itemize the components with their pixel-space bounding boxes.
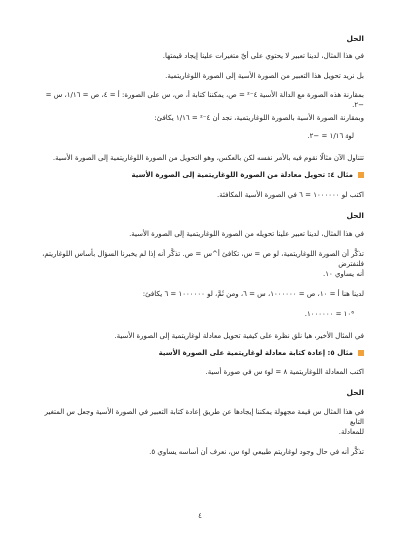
paragraph: في هذا المثال، لدينا تعبير علينا تحويله من الصورة اللوغاريتمية إلى الصورة الأسية. — [129, 230, 364, 238]
paragraph: لدينا هنا أ = ١٠، ص = ١٠٠٠٠٠٠، س = ٦، ومن ثَمَّ، لو ١٠٠٠٠٠٠ = ٦ يكافئ: — [142, 290, 364, 298]
math-line: ١٠⁶ = ١٠٠٠٠٠٠. — [304, 310, 354, 318]
solution-heading-1: الحل — [346, 34, 364, 43]
paragraph: للمعادلة. — [338, 428, 364, 436]
paragraph: أنه يساوي ١٠. — [322, 270, 364, 278]
example-title-text: مثال ٤: تحويل معادلة من الصورة اللوغاريتمية إلى الصورة الأسية — [131, 171, 353, 179]
square-bullet-icon — [358, 350, 364, 356]
paragraph: وبمقارنة الصورة الأسية بالصورة اللوغاريتمية، نجد أن ٤⁻² = ١/١٦ يكافئ: — [154, 114, 364, 122]
paragraph: تذكَّر أنه في حال وجود لوغاريتم طبيعي لو₆ س، نعرف أن أساسه يساوي ٥. — [149, 448, 364, 456]
example-5-title — [34, 349, 364, 357]
paragraph: في المثال الأخير، هيا نلق نظرة على كيفية تحويل معادلة لوغاريتمية إلى الصورة الأسية. — [114, 332, 364, 340]
math-line: لو₄ ١/١٦ = −٢. — [307, 132, 354, 140]
paragraph: في هذا المثال، لدينا تعبير لا يحتوي على أيّ متغيرات علينا إيجاد قيمتها. — [162, 52, 364, 60]
paragraph: تتناول الآن مثالًا نقوم فيه بالأمر نفسه لكن بالعكس، وهو التحويل من الصورة اللوغاريتمية إلى الصورة الأسية. — [52, 154, 364, 162]
paragraph: تذكَّر أن الصورة اللوغاريتمية، لو ص = س، تكافئ أ^س = ص. تذكَّر أنه إذا لم يخبرنا السؤال بأساس اللوغاريتم، فلنفترض — [42, 250, 364, 268]
paragraph: اكتب لو ١٠٠٠٠٠٠ = ٦ في الصورة الأسية المكافئة. — [216, 191, 364, 199]
example-4-title — [34, 171, 364, 179]
paragraph: بمقارنة هذه الصورة مع الدالة الأسية ٤⁻² = ص، يمكننا كتابة أ، ص، س على الصورة: أ = ٤، ص = ١/١٦، س = −٢. — [45, 91, 364, 109]
paragraph: اكتب المعادلة اللوغاريتمية ٨ = لو₆ س في صورة أسية. — [205, 368, 364, 376]
paragraph: في هذا المثال س قيمة مجهولة يمكننا إيجادها عن طريق إعادة كتابة التعبير في الصورة الأسية وجعل س المتغير التابع — [44, 408, 364, 426]
square-bullet-icon — [358, 172, 364, 178]
paragraph: بل نريد تحويل هذا التعبير من الصورة الأسية إلى الصورة اللوغاريتمية. — [165, 72, 364, 80]
example-title-text: مثال ٥: إعادة كتابة معادلة لوغاريتمية على الصورة الأسية — [158, 349, 353, 357]
solution-heading-3: الحل — [346, 388, 364, 397]
solution-heading-2: الحل — [346, 211, 364, 220]
page-number: ٤ — [198, 512, 202, 520]
